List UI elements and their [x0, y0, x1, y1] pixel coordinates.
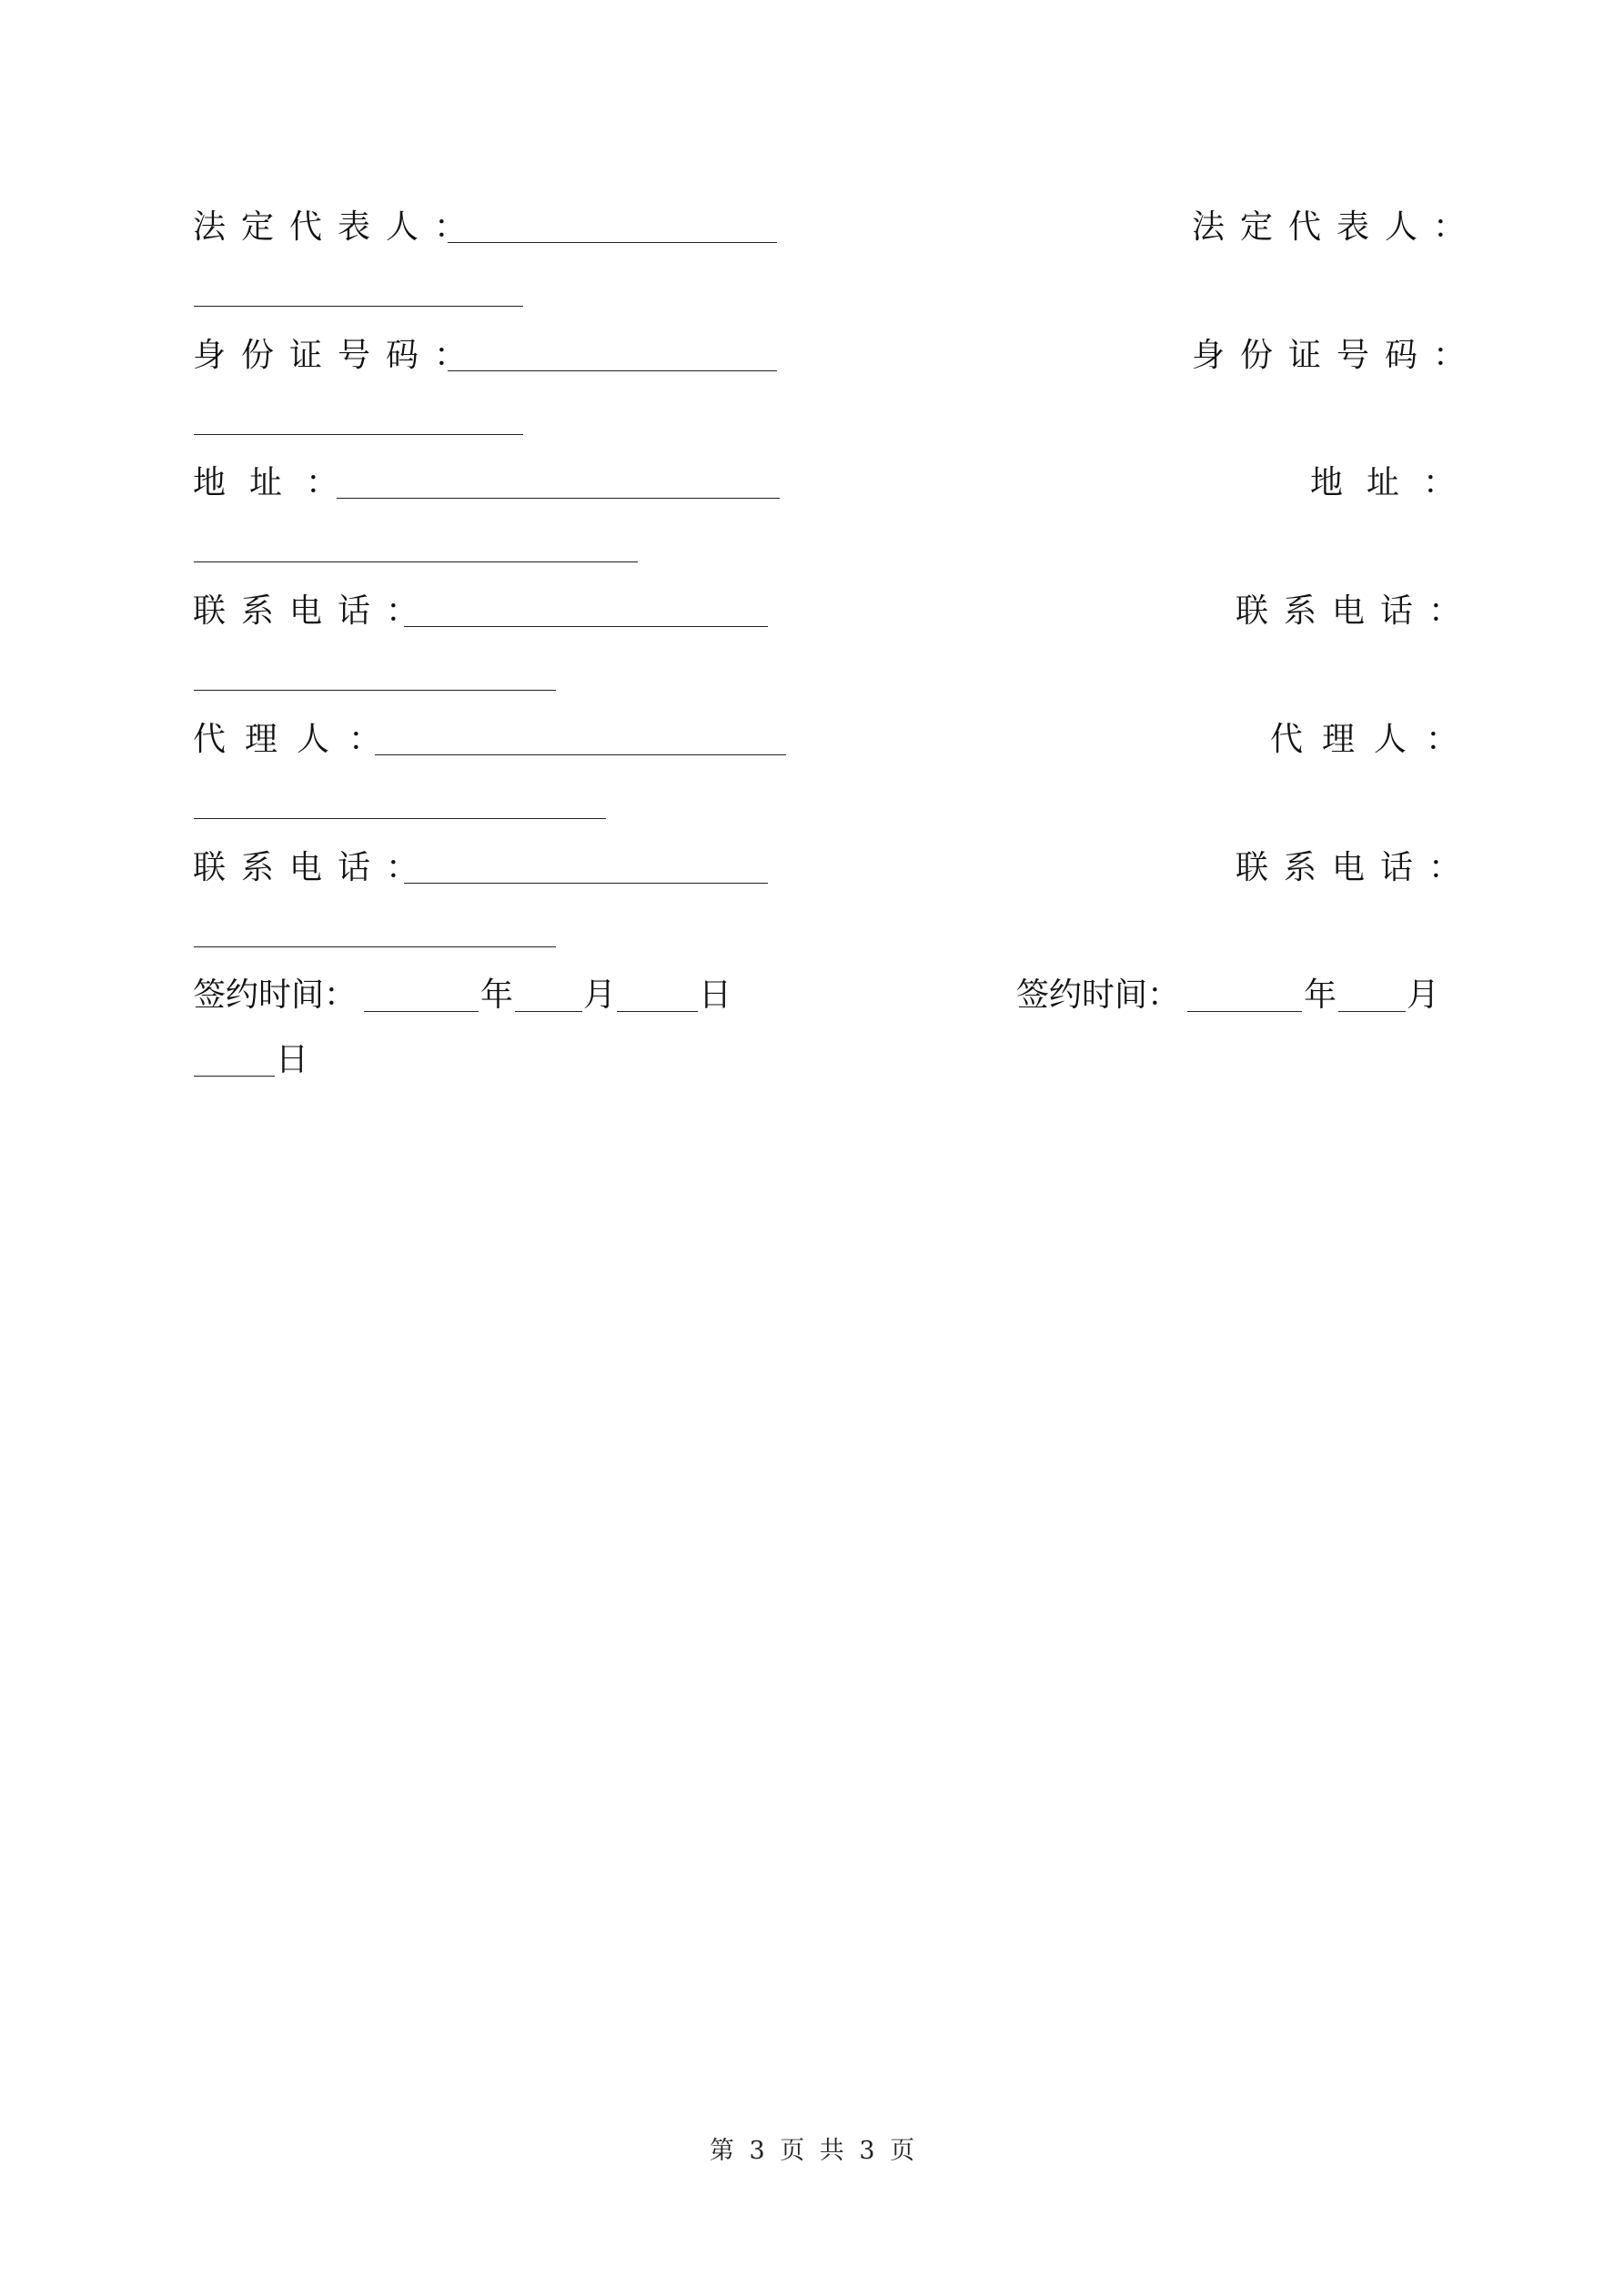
address-label-right: 地址： — [1310, 464, 1480, 501]
id-number-label-left: 身份证号码： — [193, 337, 483, 374]
address-blank-left[interactable] — [337, 498, 780, 499]
sign-date-label-left: 签约时间： — [193, 976, 358, 1014]
agent-phone-blank-right[interactable] — [194, 946, 556, 947]
page-number-footer: 第 3 页 共 3 页 — [709, 2137, 915, 2165]
agent-label-right: 代理人： — [1270, 721, 1478, 758]
sign-day-blank-left[interactable] — [617, 1011, 698, 1012]
address-label-left: 地址： — [193, 464, 363, 501]
phone-blank-left[interactable] — [404, 626, 768, 627]
agent-blank-left[interactable] — [375, 754, 786, 755]
sign-year-blank-left[interactable] — [364, 1011, 479, 1012]
agent-phone-label-left: 联系电话： — [193, 849, 435, 886]
sign-day-blank-right[interactable] — [194, 1076, 275, 1077]
id-number-blank-left[interactable] — [448, 370, 777, 371]
agent-label-left: 代理人： — [193, 721, 401, 758]
sign-day-unit-left: 日 — [699, 976, 732, 1014]
address-blank-right[interactable] — [194, 561, 638, 562]
agent-phone-blank-left[interactable] — [404, 883, 768, 884]
agent-phone-label-right: 联系电话： — [1236, 849, 1478, 886]
phone-blank-right[interactable] — [194, 690, 556, 691]
legal-rep-blank-left[interactable] — [448, 242, 777, 243]
sign-month-blank-left[interactable] — [515, 1011, 582, 1012]
sign-month-blank-right[interactable] — [1338, 1011, 1406, 1012]
legal-rep-label-left: 法定代表人： — [193, 208, 483, 246]
sign-day-unit-right: 日 — [276, 1041, 309, 1078]
sign-year-unit-left: 年 — [480, 976, 514, 1014]
sign-year-blank-right[interactable] — [1187, 1011, 1302, 1012]
id-number-blank-right[interactable] — [194, 434, 523, 435]
sign-month-unit-left: 月 — [583, 976, 617, 1014]
phone-label-right: 联系电话： — [1236, 592, 1478, 630]
legal-rep-blank-right[interactable] — [194, 306, 523, 307]
phone-label-left: 联系电话： — [193, 592, 435, 630]
sign-month-unit-right: 月 — [1407, 976, 1440, 1014]
legal-rep-label-right: 法定代表人： — [1192, 208, 1482, 246]
agent-blank-right[interactable] — [194, 818, 606, 819]
sign-year-unit-right: 年 — [1304, 976, 1337, 1014]
id-number-label-right: 身份证号码： — [1192, 337, 1482, 374]
sign-date-label-right: 签约时间： — [1016, 976, 1181, 1014]
